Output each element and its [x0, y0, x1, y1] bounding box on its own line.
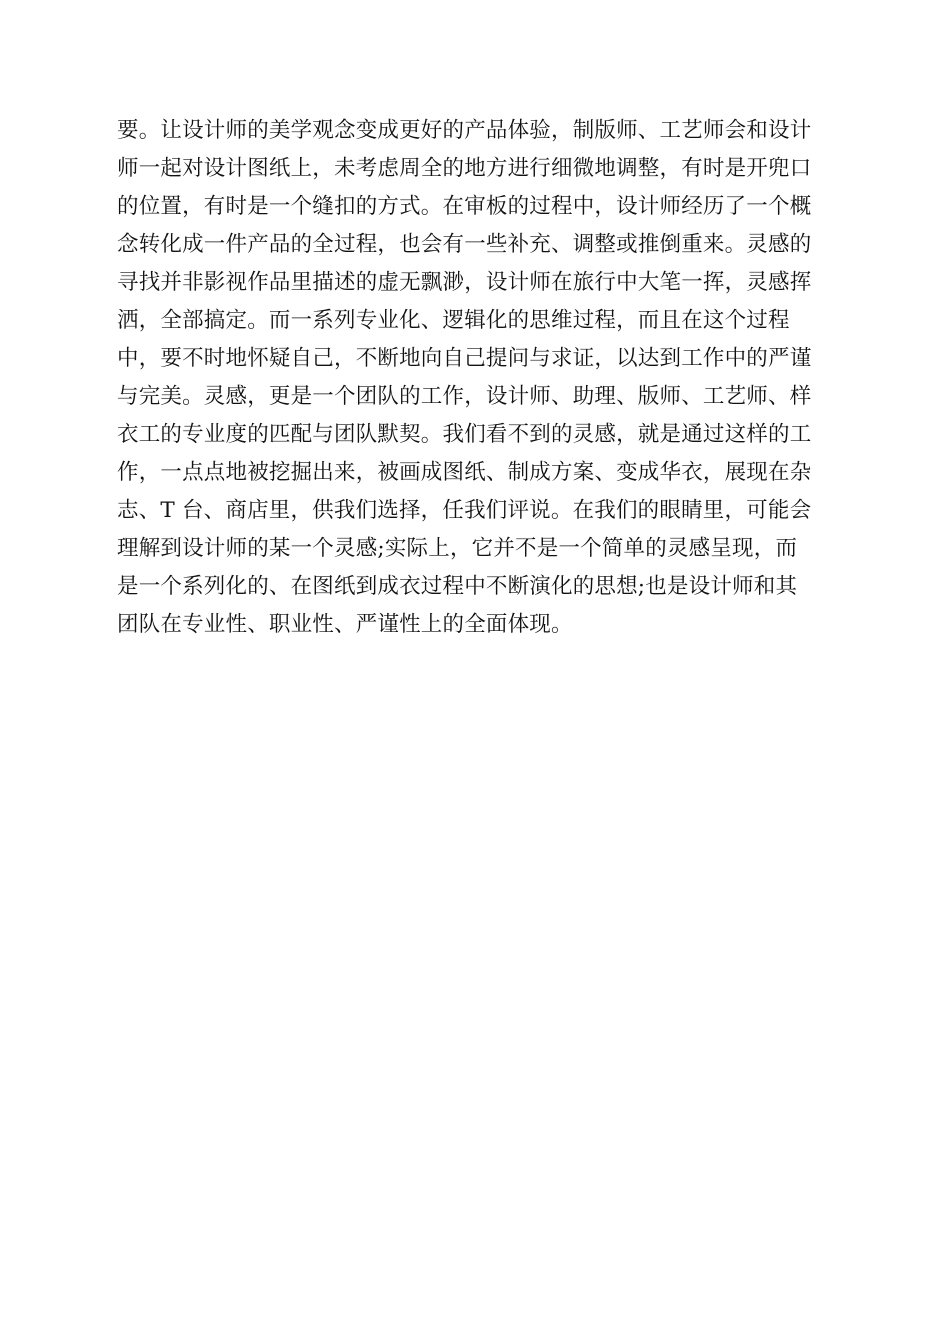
text-line: 是一个系列化的、在图纸到成衣过程中不断演化的思想;也是设计师和其 — [117, 574, 798, 599]
text-line: 洒，全部搞定。而一系列专业化、逻辑化的思维过程，而且在这个过程 — [117, 308, 790, 333]
text-line: 作，一点点地被挖掘出来，被画成图纸、制成方案、变成华衣，展现在杂 — [117, 460, 812, 485]
text-line: 与完美。灵感，更是一个团队的工作，设计师、助理、版师、工艺师、样 — [117, 384, 812, 409]
text-line: 理解到设计师的某一个灵感;实际上，它并不是一个简单的灵感呈现，而 — [117, 536, 798, 561]
text-line: 志、T 台、商店里，供我们选择，任我们评说。在我们的眼睛里，可能会 — [117, 498, 812, 523]
text-line: 寻找并非影视作品里描述的虚无飘渺，设计师在旅行中大笔一挥，灵感挥 — [117, 270, 812, 295]
text-line: 师一起对设计图纸上，未考虑周全的地方进行细微地调整，有时是开兜口 — [117, 156, 812, 181]
text-line: 衣工的专业度的匹配与团队默契。我们看不到的灵感，就是通过这样的工 — [117, 422, 812, 447]
text-line: 的位置，有时是一个缝扣的方式。在审板的过程中，设计师经历了一个概 — [117, 194, 812, 219]
text-line: 要。让设计师的美学观念变成更好的产品体验，制版师、工艺师会和设计 — [117, 118, 812, 143]
text-line: 念转化成一件产品的全过程，也会有一些补充、调整或推倒重来。灵感的 — [117, 232, 812, 257]
body-paragraph — [117, 112, 837, 644]
text-line: 中，要不时地怀疑自己，不断地向自己提问与求证，以达到工作中的严谨 — [117, 346, 812, 371]
text-line: 团队在专业性、职业性、严谨性上的全面体现。 — [117, 612, 573, 637]
